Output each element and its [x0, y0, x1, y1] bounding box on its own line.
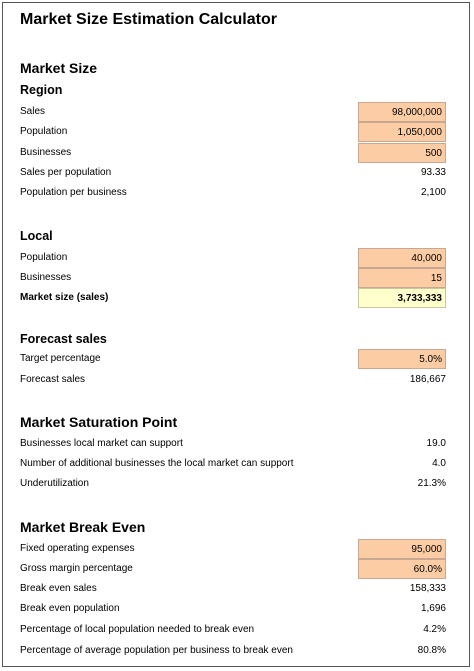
- additional-businesses-label: Number of additional businesses the local market can support: [20, 458, 294, 469]
- region-population-input[interactable]: 1,050,000: [358, 122, 446, 142]
- market-size-sales-label: Market size (sales): [20, 292, 109, 303]
- sales-per-population-value: 93.33: [420, 167, 446, 178]
- local-population-pct-value: 4.2%: [423, 624, 446, 635]
- avg-population-pct-value: 80.8%: [417, 645, 446, 656]
- gross-margin-input[interactable]: 60.0%: [358, 559, 446, 579]
- forecast-sales-heading: Forecast sales: [20, 332, 107, 346]
- local-population-pct-label: Percentage of local population needed to break even: [20, 624, 255, 635]
- market-size-heading: Market Size: [20, 60, 98, 76]
- population-per-business-label: Population per business: [20, 187, 127, 198]
- page-title: Market Size Estimation Calculator: [20, 11, 277, 28]
- forecast-sales-value: 186,667: [409, 374, 446, 385]
- local-businesses-input[interactable]: 15: [358, 268, 446, 288]
- avg-population-pct-label: Percentage of average population per business to break even: [20, 645, 293, 656]
- local-businesses-label: Businesses: [20, 272, 72, 283]
- local-population-input[interactable]: 40,000: [358, 248, 446, 268]
- fixed-expenses-input[interactable]: 95,000: [358, 539, 446, 559]
- forecast-sales-label: Forecast sales: [20, 374, 86, 385]
- underutilization-value: 21.3%: [417, 478, 446, 489]
- break-even-population-label: Break even population: [20, 603, 120, 614]
- underutilization-label: Underutilization: [20, 478, 89, 489]
- target-percentage-label: Target percentage: [20, 353, 101, 364]
- region-businesses-label: Businesses: [20, 147, 72, 158]
- businesses-supported-value: 19.0: [426, 438, 446, 449]
- region-sales-input[interactable]: 98,000,000: [358, 102, 446, 122]
- local-population-label: Population: [20, 252, 68, 263]
- break-even-sales-label: Break even sales: [20, 583, 97, 594]
- additional-businesses-value: 4.0: [432, 458, 446, 469]
- break-even-sales-value: 158,333: [409, 583, 446, 594]
- region-businesses-input[interactable]: 500: [358, 143, 446, 163]
- population-per-business-value: 2,100: [420, 187, 446, 198]
- break-even-population-value: 1,696: [420, 603, 446, 614]
- saturation-heading: Market Saturation Point: [20, 414, 178, 430]
- target-percentage-input[interactable]: 5.0%: [358, 349, 446, 369]
- region-heading: Region: [20, 83, 63, 97]
- sales-per-population-label: Sales per population: [20, 167, 112, 178]
- local-heading: Local: [20, 229, 53, 243]
- break-even-heading: Market Break Even: [20, 519, 146, 535]
- fixed-expenses-label: Fixed operating expenses: [20, 543, 135, 554]
- region-population-label: Population: [20, 126, 68, 137]
- gross-margin-label: Gross margin percentage: [20, 563, 133, 574]
- businesses-supported-label: Businesses local market can support: [20, 438, 183, 449]
- region-sales-label: Sales: [20, 106, 46, 117]
- market-size-sales-value: 3,733,333: [358, 288, 446, 308]
